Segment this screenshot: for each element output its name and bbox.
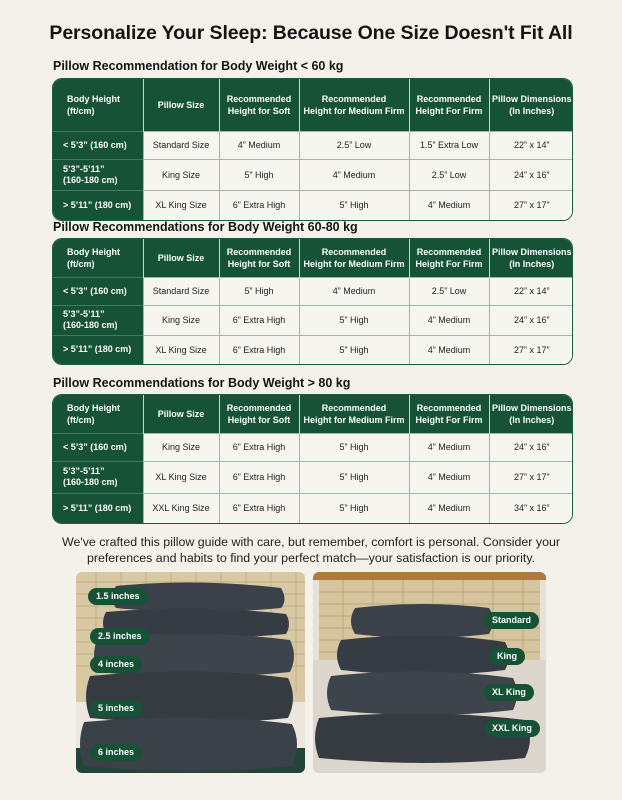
cell-firm-height: 2.5” Low (409, 159, 489, 190)
pillow-size-photo (313, 572, 546, 773)
cell-pillow-size: XXL King Size (143, 493, 219, 523)
cell-firm-height: 4” Medium (409, 433, 489, 461)
cell-body-height: > 5’11” (180 cm) (53, 335, 143, 364)
header-soft-height: Recommended Height for Soft (219, 239, 299, 277)
table-row (53, 461, 573, 493)
size-label-xl-king: XL King (484, 684, 534, 701)
cell-body-height: < 5’3” (160 cm) (53, 433, 143, 461)
header-dimensions: Pillow Dimensions (In Inches) (489, 239, 573, 277)
height-label-6: 6 inches (90, 744, 142, 761)
cell-body-height: > 5’11” (180 cm) (53, 493, 143, 523)
guide-note: We've crafted this pillow guide with care, but remember, comfort is personal. Consider your preferences and habits to find your perfect match—your satisfaction is our priority. (62, 535, 560, 565)
cell-soft-height: 5” High (219, 277, 299, 305)
cell-medium-firm-height: 5” High (299, 461, 409, 493)
header-firm-height: Recommended Height For Firm (409, 239, 489, 277)
table-header-row (53, 239, 573, 277)
header-firm-height: Recommended Height For Firm (409, 395, 489, 433)
table-header-row (53, 395, 573, 433)
header-pillow-size: Pillow Size (143, 395, 219, 433)
cell-firm-height: 4” Medium (409, 305, 489, 335)
table-2-title: Pillow Recommendations for Body Weight 60-80 kg (53, 220, 358, 234)
header-body-height: Body Height (ft/cm) (53, 239, 143, 277)
cell-soft-height: 6” Extra High (219, 335, 299, 364)
table-row (53, 159, 573, 190)
table-row (53, 131, 573, 159)
cell-firm-height: 4” Medium (409, 461, 489, 493)
cell-medium-firm-height: 5” High (299, 335, 409, 364)
cell-dimensions: 24” x 16” (489, 305, 573, 335)
size-label-king: King (489, 648, 525, 665)
header-medium-firm-height: Recommended Height for Medium Firm (299, 79, 409, 131)
table-row (53, 190, 573, 220)
cell-firm-height: 4” Medium (409, 493, 489, 523)
cell-soft-height: 6” Extra High (219, 190, 299, 220)
header-body-height: Body Height (ft/cm) (53, 79, 143, 131)
header-pillow-size: Pillow Size (143, 79, 219, 131)
cell-soft-height: 6” Extra High (219, 493, 299, 523)
cell-pillow-size: Standard Size (143, 277, 219, 305)
cell-dimensions: 34” x 16” (489, 493, 573, 523)
cell-soft-height: 5” High (219, 159, 299, 190)
recommendation-table (53, 395, 573, 523)
cell-pillow-size: XL King Size (143, 335, 219, 364)
table-row (53, 277, 573, 305)
recommendation-table (53, 79, 573, 220)
cell-soft-height: 6” Extra High (219, 305, 299, 335)
table-under-60kg (52, 78, 573, 221)
pillow-size-illustration (313, 572, 546, 773)
header-medium-firm-height: Recommended Height for Medium Firm (299, 239, 409, 277)
cell-medium-firm-height: 4” Medium (299, 277, 409, 305)
cell-dimensions: 27” x 17” (489, 335, 573, 364)
cell-body-height: < 5’3” (160 cm) (53, 277, 143, 305)
cell-medium-firm-height: 4” Medium (299, 159, 409, 190)
header-pillow-size: Pillow Size (143, 239, 219, 277)
cell-dimensions: 24” x 16” (489, 159, 573, 190)
header-soft-height: Recommended Height for Soft (219, 79, 299, 131)
cell-pillow-size: King Size (143, 305, 219, 335)
table-row (53, 493, 573, 523)
cell-soft-height: 6” Extra High (219, 433, 299, 461)
header-medium-firm-height: Recommended Height for Medium Firm (299, 395, 409, 433)
cell-medium-firm-height: 5” High (299, 493, 409, 523)
height-label-5: 5 inches (90, 700, 142, 717)
table-row (53, 433, 573, 461)
cell-body-height: 5’3”-5’11” (160-180 cm) (53, 159, 143, 190)
recommendation-table (53, 239, 573, 364)
cell-medium-firm-height: 5” High (299, 305, 409, 335)
cell-medium-firm-height: 2.5” Low (299, 131, 409, 159)
cell-medium-firm-height: 5” High (299, 433, 409, 461)
table-row (53, 335, 573, 364)
cell-pillow-size: Standard Size (143, 131, 219, 159)
page-title: Personalize Your Sleep: Because One Size Doesn't Fit All (49, 22, 573, 44)
cell-pillow-size: King Size (143, 433, 219, 461)
table-row (53, 305, 573, 335)
height-label-1-5: 1.5 inches (88, 588, 148, 605)
table-60-80kg (52, 238, 573, 365)
cell-body-height: > 5’11” (180 cm) (53, 190, 143, 220)
table-header-row (53, 79, 573, 131)
cell-soft-height: 4” Medium (219, 131, 299, 159)
cell-firm-height: 1.5” Extra Low (409, 131, 489, 159)
cell-body-height: 5’3”-5’11” (160-180 cm) (53, 461, 143, 493)
cell-firm-height: 4” Medium (409, 190, 489, 220)
header-dimensions: Pillow Dimensions (In Inches) (489, 79, 573, 131)
header-soft-height: Recommended Height for Soft (219, 395, 299, 433)
table-1-title: Pillow Recommendation for Body Weight < 60 kg (53, 59, 344, 73)
cell-dimensions: 22” x 14” (489, 131, 573, 159)
cell-firm-height: 2.5” Low (409, 277, 489, 305)
cell-body-height: < 5’3” (160 cm) (53, 131, 143, 159)
cell-soft-height: 6” Extra High (219, 461, 299, 493)
header-firm-height: Recommended Height For Firm (409, 79, 489, 131)
cell-dimensions: 27” x 17” (489, 190, 573, 220)
cell-dimensions: 22” x 14” (489, 277, 573, 305)
cell-pillow-size: XL King Size (143, 461, 219, 493)
cell-medium-firm-height: 5” High (299, 190, 409, 220)
table-over-80kg (52, 394, 573, 524)
cell-firm-height: 4” Medium (409, 335, 489, 364)
pillow-height-photo (76, 572, 305, 773)
cell-body-height: 5’3”-5’11” (160-180 cm) (53, 305, 143, 335)
height-label-2-5: 2.5 inches (90, 628, 150, 645)
cell-pillow-size: King Size (143, 159, 219, 190)
cell-dimensions: 27” x 17” (489, 461, 573, 493)
header-body-height: Body Height (ft/cm) (53, 395, 143, 433)
cell-pillow-size: XL King Size (143, 190, 219, 220)
height-label-4: 4 inches (90, 656, 142, 673)
table-3-title: Pillow Recommendations for Body Weight > 80 kg (53, 376, 351, 390)
size-label-standard: Standard (484, 612, 539, 629)
header-dimensions: Pillow Dimensions (In Inches) (489, 395, 573, 433)
cell-dimensions: 24” x 16” (489, 433, 573, 461)
size-label-xxl-king: XXL King (484, 720, 540, 737)
